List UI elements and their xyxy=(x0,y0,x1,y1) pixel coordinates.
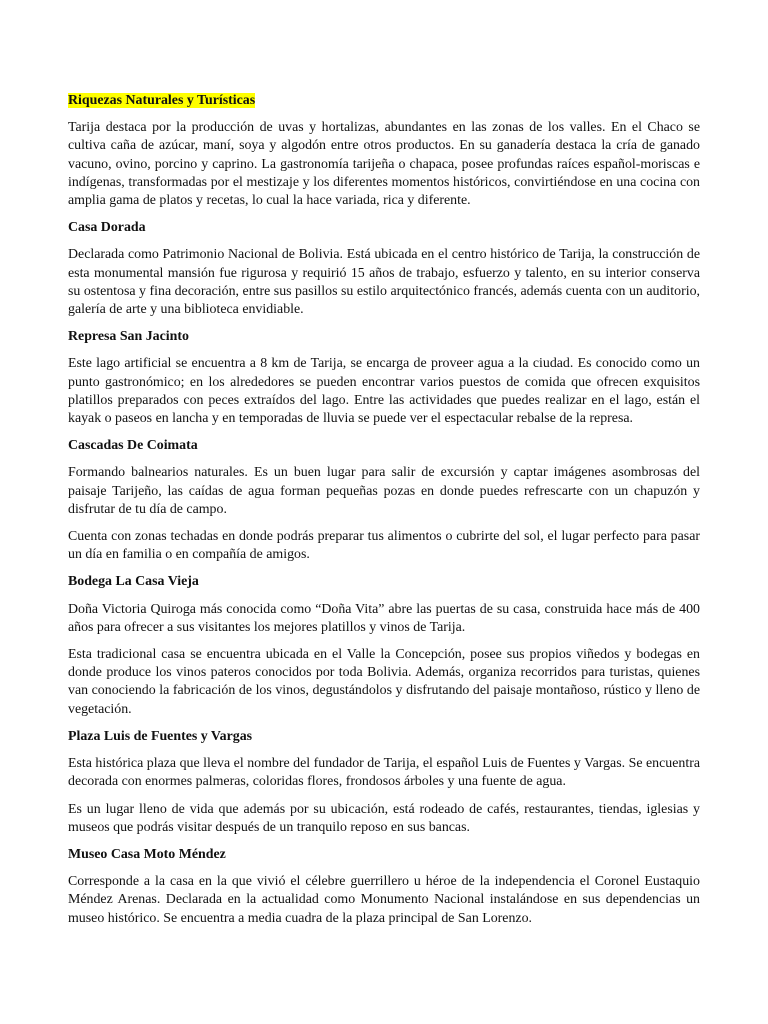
section-heading: Bodega La Casa Vieja xyxy=(68,574,199,590)
section-heading: Plaza Luis de Fuentes y Vargas xyxy=(68,728,253,744)
section-casa-dorada xyxy=(68,219,700,319)
section-paragraph: Declarada como Patrimonio Nacional de Bolivia. Está ubicada en el centro histórico de Tarija, la construcción de esta monumental mansión fue rigurosa y requirió 15 años de trabajo, esfuerzo y talento, en su interior conserva su ostentosa y fina decoración, entre sus pasillos su estilo arquitectónico francés, además cuenta con un auditorio, galería de arte y una biblioteca envidiable. xyxy=(68,247,700,318)
section-heading: Casa Dorada xyxy=(68,220,146,236)
section-paragraph: Cuenta con zonas techadas en donde podrás preparar tus alimentos o cubrirte del sol, el lugar perfecto para pasar un día en familia o en compañía de amigos. xyxy=(68,529,700,563)
section-paragraph: Esta histórica plaza que lleva el nombre del fundador de Tarija, el español Luis de Fuentes y Vargas. Se encuentra decorada con enormes palmeras, coloridas flores, frondosos árboles y una fuente de agua. xyxy=(68,756,700,790)
highlighted-title-text: Riquezas Naturales y Turísticas xyxy=(68,93,256,108)
section-paragraph: Es un lugar lleno de vida que además por su ubicación, está rodeado de cafés, restaurantes, tiendas, iglesias y museos que podrás visitar después de un tranquilo reposo en sus bancas. xyxy=(68,801,700,835)
section-plaza-luis-de-fuentes xyxy=(68,728,700,837)
section-museo-casa-moto-mendez xyxy=(68,846,700,928)
section-cascadas-de-coimata xyxy=(68,437,700,564)
section-heading: Represa San Jacinto xyxy=(68,329,189,345)
section-paragraph: Corresponde a la casa en la que vivió el célebre guerrillero u héroe de la independencia el Coronel Eustaquio Méndez Arenas. Declarada en la actualidad como Monumento Nacional instalándose en sus dependencias un museo histórico. Se encuentra a media cuadra de la plaza principal de San Lorenzo. xyxy=(68,874,700,926)
section-paragraph: Formando balnearios naturales. Es un buen lugar para salir de excursión y captar imágenes asombrosas del paisaje Tarijeño, las caídas de agua forman pequeñas pozas en donde puedes refrescarte con un chapuzón y disfrutar de tu día de campo. xyxy=(68,465,700,517)
document-title xyxy=(68,92,700,110)
section-paragraph: Este lago artificial se encuentra a 8 km de Tarija, se encarga de proveer agua a la ciudad. Es conocido como un punto gastronómico; en los alrededores se pueden encontrar varios puestos de comida que ofrecen exquisitos platillos preparados con peces extraídos del lago. Entre las actividades que puedes realizar en el lago, están el kayak o paseos en lancha y en temporadas de lluvia se puede ver el espectacular rebalse de la represa. xyxy=(68,356,700,427)
section-represa-san-jacinto xyxy=(68,328,700,428)
section-heading: Cascadas De Coimata xyxy=(68,438,198,454)
section-heading: Museo Casa Moto Méndez xyxy=(68,846,226,862)
section-paragraph: Doña Victoria Quiroga más conocida como “Doña Vita” abre las puertas de su casa, construida hace más de 400 años para ofrecer a sus visitantes los mejores platillos y vinos de Tarija. xyxy=(68,601,700,635)
section-paragraph: Esta tradicional casa se encuentra ubicada en el Valle la Concepción, posee sus propios viñedos y bodegas en donde produce los vinos pateros conocidos por toda Bolivia. Además, organiza recorridos para turistas, quienes van conociendo la fabricación de los vinos, degustándolos y disfrutando del paisaje montañoso, rústico y lleno de vegetación. xyxy=(68,647,700,717)
intro-paragraph: Tarija destaca por la producción de uvas y hortalizas, abundantes en las zonas de los valles. En el Chaco se cultiva caña de azúcar, maní, soya y algodón entre otros productos. En su ganadería destaca la cría de ganado vacuno, ovino, porcino y caprino. La gastronomía tarijeña o chapaca, posee profundas raíces español-moriscas e indígenas, transformadas por el mestizaje y los diferentes momentos históricos, convirtiéndose en una cocina con amplia gama de platos y recetas, lo cual la hace variada, rica y diferente. xyxy=(68,120,700,209)
section-bodega-la-casa-vieja xyxy=(68,573,700,718)
document-page xyxy=(68,92,700,937)
